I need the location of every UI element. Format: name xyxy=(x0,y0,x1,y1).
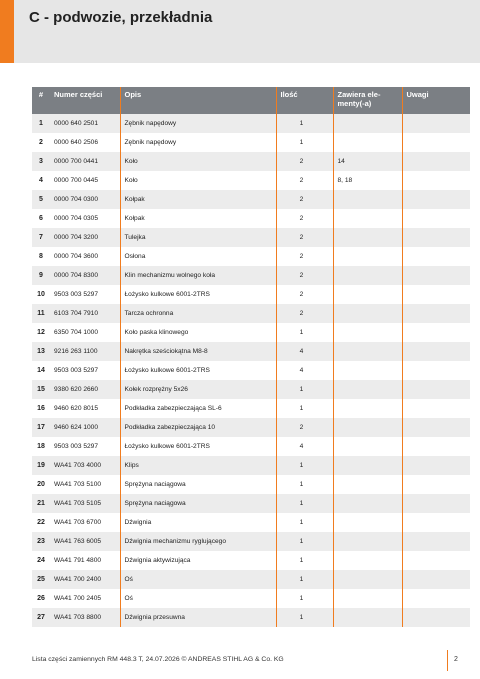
part-quantity: 1 xyxy=(276,589,333,608)
part-quantity: 4 xyxy=(276,361,333,380)
part-quantity: 1 xyxy=(276,551,333,570)
table-row xyxy=(32,190,470,209)
part-description: Łożysko kulkowe 6001-2TRS xyxy=(120,437,276,456)
page-number-divider xyxy=(447,650,448,671)
part-description: Dźwignia xyxy=(120,513,276,532)
column-header-quantity: Ilość xyxy=(276,87,333,114)
contains-elements xyxy=(333,285,402,304)
contains-elements xyxy=(333,551,402,570)
row-number: 9 xyxy=(32,266,50,285)
column-header-contains: Zawiera ele-menty(-a) xyxy=(333,87,402,114)
part-quantity: 2 xyxy=(276,209,333,228)
page-title: C - podwozie, przekładnia xyxy=(29,9,213,26)
part-number: WA41 703 8800 xyxy=(50,608,120,627)
part-quantity: 2 xyxy=(276,418,333,437)
part-number: WA41 763 6005 xyxy=(50,532,120,551)
table-row xyxy=(32,114,470,133)
part-quantity: 2 xyxy=(276,285,333,304)
row-number: 2 xyxy=(32,133,50,152)
row-number: 22 xyxy=(32,513,50,532)
part-quantity: 1 xyxy=(276,513,333,532)
contains-elements xyxy=(333,570,402,589)
table-row xyxy=(32,342,470,361)
part-description: Tulejka xyxy=(120,228,276,247)
row-number: 13 xyxy=(32,342,50,361)
row-number: 25 xyxy=(32,570,50,589)
part-notes xyxy=(402,342,470,361)
page-number: 2 xyxy=(454,656,458,663)
row-number: 7 xyxy=(32,228,50,247)
part-notes xyxy=(402,361,470,380)
part-notes xyxy=(402,247,470,266)
part-quantity: 1 xyxy=(276,399,333,418)
part-description: Zębnik napędowy xyxy=(120,133,276,152)
row-number: 26 xyxy=(32,589,50,608)
part-description: Podkładka zabezpieczająca 10 xyxy=(120,418,276,437)
column-header-part-number: Numer części xyxy=(50,87,120,114)
part-notes xyxy=(402,152,470,171)
table-row xyxy=(32,532,470,551)
part-description: Dźwignia aktywizująca xyxy=(120,551,276,570)
part-notes xyxy=(402,551,470,570)
part-description: Koło paska klinowego xyxy=(120,323,276,342)
contains-elements xyxy=(333,608,402,627)
part-quantity: 2 xyxy=(276,266,333,285)
part-notes xyxy=(402,456,470,475)
table-row xyxy=(32,418,470,437)
part-description: Klips xyxy=(120,456,276,475)
parts-table xyxy=(32,87,470,627)
table-row xyxy=(32,494,470,513)
row-number: 23 xyxy=(32,532,50,551)
contains-elements xyxy=(333,133,402,152)
part-description: Zębnik napędowy xyxy=(120,114,276,133)
part-notes xyxy=(402,399,470,418)
part-quantity: 1 xyxy=(276,608,333,627)
part-number: WA41 703 5100 xyxy=(50,475,120,494)
part-notes xyxy=(402,190,470,209)
contains-elements xyxy=(333,418,402,437)
table-row xyxy=(32,228,470,247)
part-number: 0000 640 2501 xyxy=(50,114,120,133)
table-row xyxy=(32,171,470,190)
row-number: 27 xyxy=(32,608,50,627)
part-quantity: 4 xyxy=(276,342,333,361)
part-notes xyxy=(402,209,470,228)
part-quantity: 4 xyxy=(276,437,333,456)
part-notes xyxy=(402,171,470,190)
part-notes xyxy=(402,323,470,342)
table-row xyxy=(32,247,470,266)
contains-elements xyxy=(333,456,402,475)
part-notes xyxy=(402,532,470,551)
row-number: 15 xyxy=(32,380,50,399)
table-row xyxy=(32,304,470,323)
part-quantity: 1 xyxy=(276,570,333,589)
contains-elements xyxy=(333,437,402,456)
part-number: 0000 704 0305 xyxy=(50,209,120,228)
part-notes xyxy=(402,228,470,247)
table-row xyxy=(32,133,470,152)
table-row xyxy=(32,456,470,475)
table-row xyxy=(32,323,470,342)
table-row xyxy=(32,551,470,570)
part-number: 9380 620 2660 xyxy=(50,380,120,399)
part-notes xyxy=(402,494,470,513)
contains-elements xyxy=(333,380,402,399)
row-number: 8 xyxy=(32,247,50,266)
column-header-notes: Uwagi xyxy=(402,87,470,114)
part-notes xyxy=(402,608,470,627)
part-description: Koło xyxy=(120,171,276,190)
row-number: 12 xyxy=(32,323,50,342)
part-notes xyxy=(402,570,470,589)
part-number: WA41 703 5105 xyxy=(50,494,120,513)
part-description: Nakrętka sześciokątna M8-8 xyxy=(120,342,276,361)
row-number: 16 xyxy=(32,399,50,418)
part-description: Oś xyxy=(120,570,276,589)
contains-elements xyxy=(333,399,402,418)
part-notes xyxy=(402,114,470,133)
part-description: Koło xyxy=(120,152,276,171)
part-number: 0000 640 2506 xyxy=(50,133,120,152)
part-number: 0000 704 0300 xyxy=(50,190,120,209)
part-description: Tarcza ochronna xyxy=(120,304,276,323)
row-number: 19 xyxy=(32,456,50,475)
part-number: 9216 263 1100 xyxy=(50,342,120,361)
part-number: WA41 703 6700 xyxy=(50,513,120,532)
part-description: Podkładka zabezpieczająca SL-6 xyxy=(120,399,276,418)
part-number: 9503 003 5297 xyxy=(50,437,120,456)
part-quantity: 2 xyxy=(276,152,333,171)
contains-elements xyxy=(333,513,402,532)
part-description: Osłona xyxy=(120,247,276,266)
column-header-description: Opis xyxy=(120,87,276,114)
table-row xyxy=(32,380,470,399)
table-row xyxy=(32,589,470,608)
column-header-number: # xyxy=(32,87,50,114)
part-number: WA41 700 2405 xyxy=(50,589,120,608)
part-number: 9460 620 8015 xyxy=(50,399,120,418)
part-description: Łożysko kulkowe 6001-2TRS xyxy=(120,285,276,304)
footer-text: Lista części zamiennych RM 448.3 T, 24.07.2026 © ANDREAS STIHL AG & Co. KG xyxy=(32,656,284,663)
part-quantity: 1 xyxy=(276,456,333,475)
part-notes xyxy=(402,418,470,437)
part-quantity: 1 xyxy=(276,133,333,152)
table-row xyxy=(32,437,470,456)
table-row xyxy=(32,475,470,494)
table-row xyxy=(32,570,470,589)
part-description: Dźwignia mechanizmu ryglującego xyxy=(120,532,276,551)
part-notes xyxy=(402,266,470,285)
row-number: 11 xyxy=(32,304,50,323)
part-quantity: 1 xyxy=(276,114,333,133)
part-number: 9503 003 5297 xyxy=(50,285,120,304)
table-row xyxy=(32,285,470,304)
contains-elements: 14 xyxy=(333,152,402,171)
part-number: 6103 704 7910 xyxy=(50,304,120,323)
part-description: Sprężyna naciągowa xyxy=(120,475,276,494)
contains-elements xyxy=(333,247,402,266)
accent-bar xyxy=(0,0,14,63)
part-number: WA41 703 4000 xyxy=(50,456,120,475)
row-number: 24 xyxy=(32,551,50,570)
contains-elements xyxy=(333,494,402,513)
row-number: 18 xyxy=(32,437,50,456)
row-number: 1 xyxy=(32,114,50,133)
part-quantity: 2 xyxy=(276,228,333,247)
part-notes xyxy=(402,437,470,456)
row-number: 10 xyxy=(32,285,50,304)
part-number: 9460 624 1000 xyxy=(50,418,120,437)
part-quantity: 1 xyxy=(276,532,333,551)
contains-elements xyxy=(333,228,402,247)
row-number: 17 xyxy=(32,418,50,437)
contains-elements xyxy=(333,589,402,608)
row-number: 21 xyxy=(32,494,50,513)
part-notes xyxy=(402,475,470,494)
table-row xyxy=(32,608,470,627)
part-description: Dźwignia przesuwna xyxy=(120,608,276,627)
contains-elements xyxy=(333,304,402,323)
part-quantity: 1 xyxy=(276,323,333,342)
part-notes xyxy=(402,513,470,532)
row-number: 14 xyxy=(32,361,50,380)
part-quantity: 2 xyxy=(276,190,333,209)
part-quantity: 1 xyxy=(276,380,333,399)
part-quantity: 2 xyxy=(276,247,333,266)
part-notes xyxy=(402,589,470,608)
part-number: 0000 704 3600 xyxy=(50,247,120,266)
table-row xyxy=(32,266,470,285)
part-notes xyxy=(402,304,470,323)
table-row xyxy=(32,399,470,418)
part-description: Klin mechanizmu wolnego koła xyxy=(120,266,276,285)
contains-elements xyxy=(333,532,402,551)
contains-elements xyxy=(333,475,402,494)
row-number: 5 xyxy=(32,190,50,209)
part-quantity: 1 xyxy=(276,494,333,513)
part-number: 0000 704 8300 xyxy=(50,266,120,285)
part-number: 0000 700 0441 xyxy=(50,152,120,171)
part-description: Kołpak xyxy=(120,209,276,228)
part-description: Kołek rozprężny 5x26 xyxy=(120,380,276,399)
contains-elements xyxy=(333,190,402,209)
part-description: Kołpak xyxy=(120,190,276,209)
table-header-row xyxy=(32,87,470,114)
part-description: Oś xyxy=(120,589,276,608)
contains-elements xyxy=(333,114,402,133)
part-notes xyxy=(402,285,470,304)
row-number: 6 xyxy=(32,209,50,228)
part-number: 0000 704 3200 xyxy=(50,228,120,247)
part-number: 0000 700 0445 xyxy=(50,171,120,190)
contains-elements xyxy=(333,342,402,361)
part-quantity: 2 xyxy=(276,304,333,323)
part-notes xyxy=(402,380,470,399)
part-notes xyxy=(402,133,470,152)
contains-elements xyxy=(333,361,402,380)
contains-elements: 8, 18 xyxy=(333,171,402,190)
table-row xyxy=(32,361,470,380)
contains-elements xyxy=(333,209,402,228)
part-description: Łożysko kulkowe 6001-2TRS xyxy=(120,361,276,380)
row-number: 20 xyxy=(32,475,50,494)
part-quantity: 2 xyxy=(276,171,333,190)
table-row xyxy=(32,152,470,171)
part-description: Sprężyna naciągowa xyxy=(120,494,276,513)
part-number: 6350 704 1000 xyxy=(50,323,120,342)
table-row xyxy=(32,209,470,228)
part-number: 9503 003 5297 xyxy=(50,361,120,380)
part-number: WA41 791 4800 xyxy=(50,551,120,570)
row-number: 3 xyxy=(32,152,50,171)
table-row xyxy=(32,513,470,532)
part-quantity: 1 xyxy=(276,475,333,494)
row-number: 4 xyxy=(32,171,50,190)
page-header xyxy=(0,0,480,63)
contains-elements xyxy=(333,266,402,285)
contains-elements xyxy=(333,323,402,342)
part-number: WA41 700 2400 xyxy=(50,570,120,589)
